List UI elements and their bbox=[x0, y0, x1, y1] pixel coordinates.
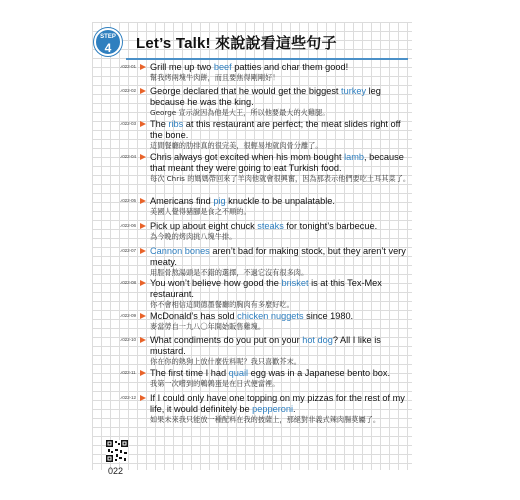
sentence-text: for tonight’s barbecue. bbox=[283, 221, 378, 231]
play-arrow-icon[interactable] bbox=[140, 223, 146, 229]
track-number: ♪022-05 bbox=[120, 198, 136, 203]
play-arrow-icon[interactable] bbox=[140, 370, 146, 376]
chinese-translation: 為今晚的烤肉挑八塊牛排。 bbox=[150, 232, 237, 241]
play-arrow-icon[interactable] bbox=[140, 64, 146, 70]
sentence-text: knuckle to be unpalatable. bbox=[225, 196, 335, 206]
sentence-text: ? All I like is mustard. bbox=[150, 335, 381, 356]
english-sentence bbox=[150, 368, 412, 379]
vocabulary-highlight: lamb bbox=[344, 152, 364, 162]
track-number: ♪022-10 bbox=[120, 337, 136, 342]
sentence-text: , because that meant they were going to eat Turkish food. bbox=[150, 152, 404, 173]
english-sentence bbox=[150, 196, 412, 207]
vocabulary-highlight: pig bbox=[213, 196, 226, 206]
page-number: 022 bbox=[108, 466, 124, 476]
track-number: ♪022-11 bbox=[120, 370, 136, 375]
sentence-text: Pick up about eight chuck bbox=[150, 221, 258, 231]
english-sentence bbox=[150, 119, 412, 141]
sentence-text: McDonald’s has sold bbox=[150, 311, 238, 321]
vocabulary-highlight: pepperoni bbox=[252, 404, 294, 414]
play-arrow-icon[interactable] bbox=[140, 154, 146, 160]
track-number: ♪022-08 bbox=[120, 280, 136, 285]
chinese-translation: 你不會相信這間德墨餐廳的胸肉有多麼好吃。 bbox=[150, 300, 294, 309]
sentence-text: is at this Tex-Mex restaurant. bbox=[150, 278, 382, 299]
track-number: ♪022-03 bbox=[120, 121, 136, 126]
sentence-text: You won’t believe how good the bbox=[150, 278, 282, 288]
step-badge bbox=[94, 28, 122, 56]
sentence-text: aren’t bad for making stock, but they aren’t very meaty. bbox=[150, 246, 406, 267]
english-sentence bbox=[150, 393, 412, 415]
vocabulary-highlight: ribs bbox=[168, 119, 184, 129]
section-header bbox=[92, 28, 412, 54]
sentence-text: at this restaurant are perfect; the meat slides right off the bone. bbox=[150, 119, 401, 140]
track-number: ♪022-02 bbox=[120, 88, 136, 93]
chinese-translation: 我第一次嚐到的鵪鶉蛋是在日式便當裡。 bbox=[150, 379, 280, 388]
sentence-text: patties and char them good! bbox=[231, 62, 349, 72]
sentence-text: egg was in a Japanese bento box. bbox=[248, 368, 391, 378]
chinese-translation: 用脛骨熬湯頭是不錯的選擇，不過它沒有很多肉。 bbox=[150, 268, 309, 277]
vocabulary-highlight: quail bbox=[228, 368, 249, 378]
step-number: 4 bbox=[104, 41, 112, 55]
page bbox=[92, 22, 412, 476]
chinese-translation: 這間餐廳的肋排真的很完美，很輕易地就肉骨分離了。 bbox=[150, 141, 323, 150]
chinese-translation: 如果未來我只能放一種配料在我的披薩上，那絕對非義式辣肉腸莫屬了。 bbox=[150, 415, 381, 424]
section-title: Let’s Talk! 來說說看這些句子 bbox=[136, 35, 337, 52]
chinese-translation: 麥當勞自一九八〇年開始販售雞塊。 bbox=[150, 322, 266, 331]
play-arrow-icon[interactable] bbox=[140, 88, 146, 94]
play-arrow-icon[interactable] bbox=[140, 337, 146, 343]
sentence-text: If I could only have one topping on my pizzas for the rest of my life, it would definitely be bbox=[150, 393, 405, 414]
chinese-translation: George 宣示說因為他是大王，所以他要最大的火雞腿。 bbox=[150, 108, 330, 117]
title-underline bbox=[126, 58, 408, 60]
vocabulary-highlight: brisket bbox=[281, 278, 309, 288]
sentence-text: since 1980. bbox=[303, 311, 354, 321]
sentence-text: Americans find bbox=[150, 196, 214, 206]
sentence-text: Grill me up two bbox=[150, 62, 214, 72]
sentence-text: Chris always got excited when his mom bought bbox=[150, 152, 345, 162]
track-number: ♪022-12 bbox=[120, 395, 136, 400]
sentence-text: . bbox=[293, 404, 296, 414]
english-sentence bbox=[150, 152, 412, 174]
vocabulary-highlight: chicken nuggets bbox=[237, 311, 304, 321]
qr-code-icon bbox=[106, 440, 128, 462]
play-arrow-icon[interactable] bbox=[140, 248, 146, 254]
vocabulary-highlight: Cannon bones bbox=[150, 246, 210, 256]
vocabulary-highlight: steaks bbox=[257, 221, 284, 231]
english-sentence bbox=[150, 335, 412, 357]
english-sentence bbox=[150, 278, 412, 300]
sentence-text: The first time I had bbox=[150, 368, 229, 378]
step-word: STEP bbox=[100, 34, 116, 40]
track-number: ♪022-09 bbox=[120, 313, 136, 318]
english-sentence bbox=[150, 62, 412, 73]
sentence-text: George declared that he would get the biggest bbox=[150, 86, 342, 96]
vocabulary-highlight: hot dog bbox=[302, 335, 333, 345]
english-sentence bbox=[150, 311, 412, 322]
chinese-translation: 你在你的熱狗上放什麼佐料呢？我只喜歡芥末。 bbox=[150, 357, 301, 366]
chinese-translation: 美國人覺得豬腳是食之不順的。 bbox=[150, 207, 251, 216]
sentence-text: What condiments do you put on your bbox=[150, 335, 303, 345]
sentence-text: The bbox=[150, 119, 169, 129]
track-number: ♪022-07 bbox=[120, 248, 136, 253]
track-number: ♪022-04 bbox=[120, 154, 136, 159]
track-number: ♪022-01 bbox=[120, 64, 136, 69]
sentence-text: leg because he was the king. bbox=[150, 86, 381, 107]
play-arrow-icon[interactable] bbox=[140, 280, 146, 286]
english-sentence bbox=[150, 246, 412, 268]
play-arrow-icon[interactable] bbox=[140, 121, 146, 127]
play-arrow-icon[interactable] bbox=[140, 198, 146, 204]
english-sentence bbox=[150, 86, 412, 108]
track-number: ♪022-06 bbox=[120, 223, 136, 228]
english-sentence bbox=[150, 221, 412, 232]
play-arrow-icon[interactable] bbox=[140, 313, 146, 319]
play-arrow-icon[interactable] bbox=[140, 395, 146, 401]
chinese-translation: 幫我烤兩塊牛肉餅，而且要焦得剛剛好！ bbox=[150, 73, 280, 82]
chinese-translation: 每次 Chris 的媽媽帶回來了羊肉他就會很興奮，因為那表示他們要吃土耳其菜了。 bbox=[150, 174, 411, 183]
vocabulary-highlight: beef bbox=[213, 62, 232, 72]
vocabulary-highlight: turkey bbox=[341, 86, 367, 96]
